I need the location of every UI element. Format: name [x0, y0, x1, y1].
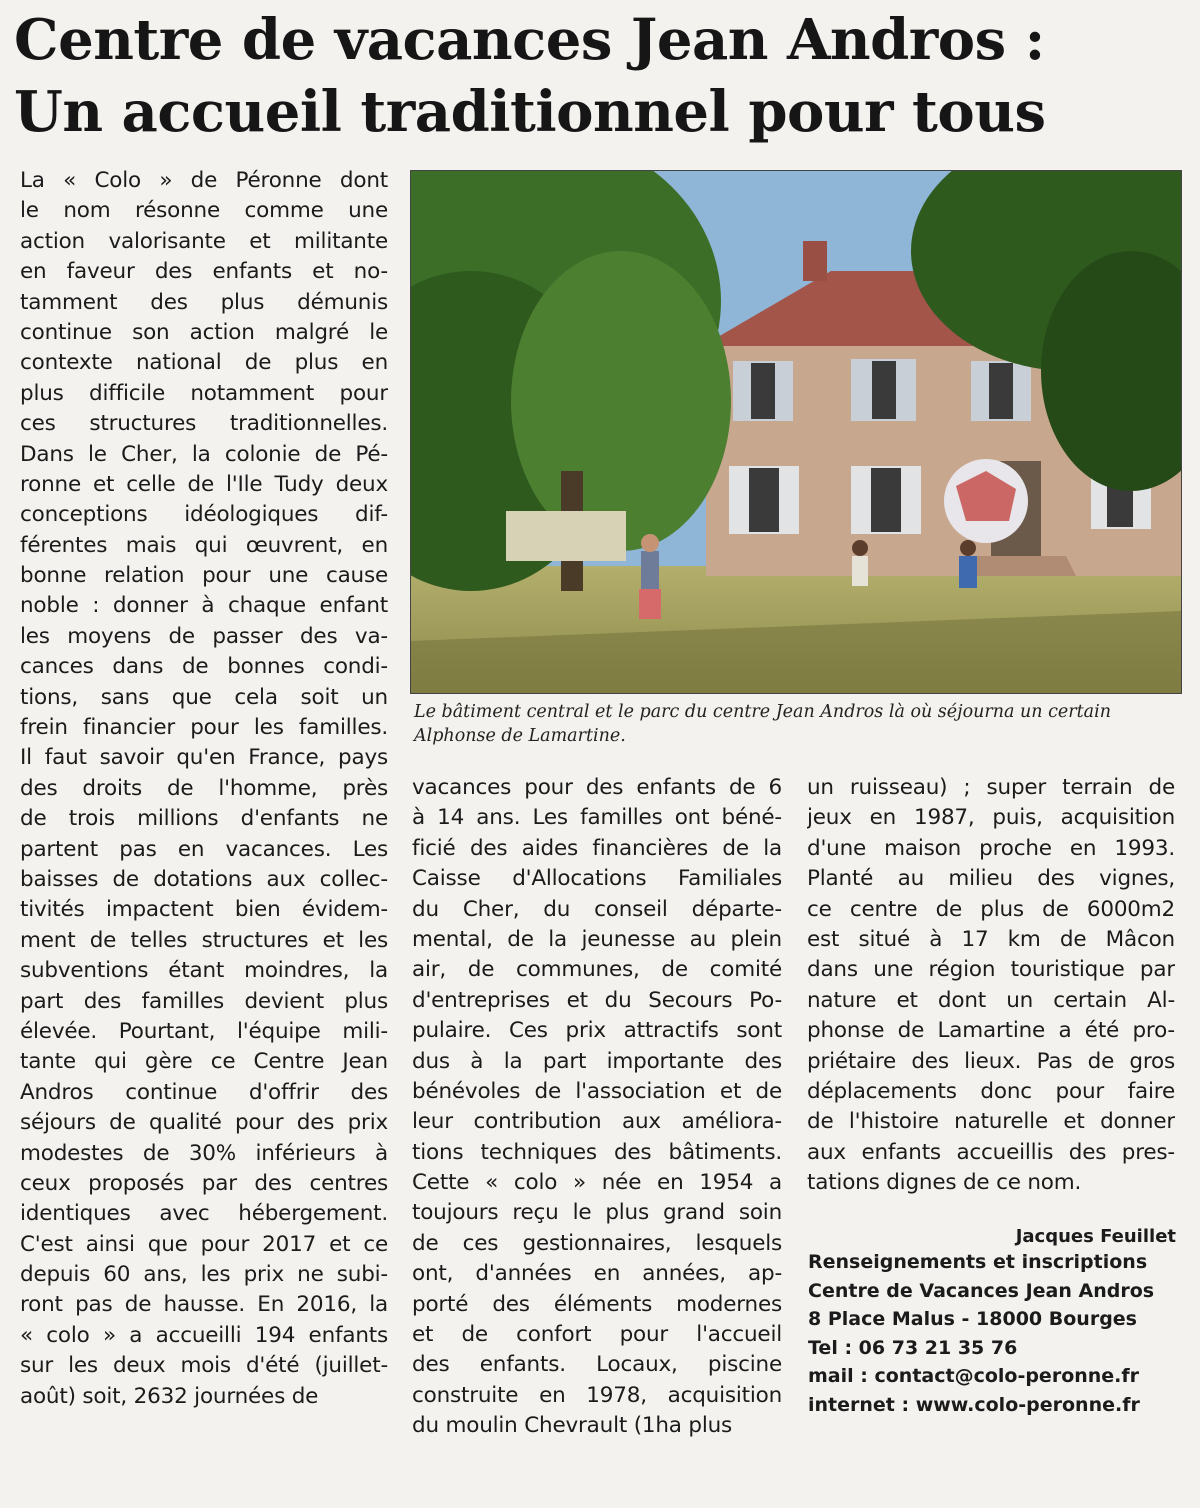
- article-line: de l'histoire naturelle et donner: [807, 1109, 1175, 1135]
- article-line: ceux proposés par des centres: [20, 1170, 388, 1196]
- article-line: construite en 1978, acquisition: [412, 1382, 782, 1408]
- front-steps: [961, 556, 1076, 576]
- distant-building: [506, 511, 626, 561]
- article-line: des enfants. Locaux, piscine: [412, 1352, 782, 1378]
- article-line: dus à la part importante des: [412, 1048, 782, 1074]
- info-address: 8 Place Malus - 18000 Bourges: [808, 1308, 1137, 1330]
- headline-line-1: Centre de vacances Jean Andros :: [14, 7, 1045, 73]
- article-line: Caisse d'Allocations Familiales: [412, 866, 782, 892]
- article-line: ment de telles structures et les: [20, 927, 388, 953]
- article-line: ce centre de plus de 6000m2: [807, 896, 1175, 922]
- article-column-3: [807, 773, 1175, 1198]
- article-line: ont, d'années en années, ap-: [412, 1261, 782, 1287]
- article-photo: [410, 170, 1182, 694]
- info-web: internet : www.colo-peronne.fr: [808, 1393, 1140, 1416]
- article-line: air, de communes, de comité: [412, 957, 782, 983]
- article-line: dans une région touristique par: [807, 957, 1175, 983]
- article-line: aux enfants accueillis des pres-: [807, 1139, 1175, 1165]
- article-line: Planté au milieu des vignes,: [807, 866, 1175, 892]
- article-line: pulaire. Ces prix attractifs sont: [412, 1018, 782, 1044]
- article-line: contexte national de plus en: [20, 350, 388, 376]
- author-byline: Jacques Feuillet: [1015, 1226, 1176, 1247]
- article-line: baisses de dotations aux collec-: [20, 866, 388, 892]
- article-line: plus difficile notamment pour: [20, 380, 388, 406]
- article-line: les moyens de passer des va-: [20, 623, 388, 649]
- article-line: vacances pour des enfants de 6: [412, 775, 782, 800]
- article-line: bonne relation pour une cause: [20, 563, 388, 589]
- article-line: cances dans de bonnes condi-: [20, 654, 388, 680]
- contact-info-block: [808, 1248, 1154, 1419]
- article-line: La « Colo » de Péronne dont: [20, 168, 388, 193]
- article-line: priétaire des lieux. Pas de gros: [807, 1048, 1175, 1074]
- article-line: Andros continue d'offrir des: [20, 1079, 388, 1105]
- article-column-2: [412, 773, 782, 1442]
- article-line: mental, de la jeunesse au plein: [412, 926, 782, 952]
- article-line: frein financier pour les familles.: [20, 715, 388, 741]
- article-line: C'est ainsi que pour 2017 et ce: [20, 1231, 388, 1257]
- photo-illustration: [411, 171, 1181, 693]
- article-line: subventions étant moindres, la: [20, 958, 388, 984]
- article-line: séjours de qualité pour des prix: [20, 1110, 388, 1136]
- article-line: tions techniques des bâtiments.: [412, 1139, 782, 1165]
- article-line: Dans le Cher, la colonie de Pé-: [20, 441, 388, 467]
- article-line: part des familles devient plus: [20, 988, 388, 1014]
- article-line: tante qui gère ce Centre Jean: [20, 1049, 388, 1075]
- article-line: est situé à 17 km de Mâcon: [807, 926, 1175, 952]
- article-line: d'une maison proche en 1993.: [807, 835, 1175, 861]
- article-line: partent pas en vacances. Les: [20, 836, 388, 862]
- article-line: porté des éléments modernes: [412, 1291, 782, 1317]
- article-line: août) soit, 2632 journées de: [20, 1383, 319, 1409]
- article-line: « colo » a accueilli 194 enfants: [20, 1322, 388, 1348]
- article-line: jeux en 1987, puis, acquisition: [807, 805, 1175, 831]
- article-line: depuis 60 ans, les prix ne subi-: [20, 1262, 388, 1288]
- info-mail: mail : contact@colo-peronne.fr: [808, 1365, 1140, 1387]
- article-line: élevée. Pourtant, l'équipe mili-: [20, 1018, 388, 1044]
- article-line: un ruisseau) ; super terrain de: [807, 775, 1175, 800]
- article-line: d'entreprises et du Secours Po-: [412, 987, 782, 1013]
- info-tel: Tel : 06 73 21 35 76: [808, 1336, 1018, 1359]
- article-line: continue son action malgré le: [20, 319, 388, 345]
- article-line: à 14 ans. Les familles ont béné-: [412, 805, 782, 831]
- article-line: Il faut savoir qu'en France, pays: [20, 745, 388, 771]
- photo-caption: Le bâtiment central et le parc du centre Jean Andros là où séjourna un certain Alphonse de Lamartine.: [414, 702, 1111, 746]
- article-line: modestes de 30% inférieurs à: [20, 1140, 388, 1166]
- chimney: [803, 241, 827, 281]
- article-line: noble : donner à chaque enfant: [20, 593, 388, 619]
- article-line: ficié des aides financières de la: [412, 835, 782, 861]
- article-line: phonse de Lamartine a été pro-: [807, 1018, 1175, 1044]
- article-line: du Cher, du conseil départe-: [412, 896, 782, 922]
- article-line: déplacements donc pour faire: [807, 1078, 1175, 1104]
- article-line: nature et dont un certain Al-: [807, 987, 1175, 1013]
- article-line: de ces gestionnaires, lesquels: [412, 1230, 782, 1256]
- article-line: leur contribution aux améliora-: [412, 1109, 782, 1135]
- article-line: et de confort pour l'accueil: [412, 1322, 782, 1348]
- article-line: en faveur des enfants et no-: [20, 259, 388, 285]
- headline-line-2: Un accueil traditionnel pour tous: [14, 79, 1046, 145]
- article-line: ces structures traditionnelles.: [20, 411, 388, 437]
- article-line: tivités impactent bien évidem-: [20, 897, 388, 923]
- article-line: de trois millions d'enfants ne: [20, 806, 388, 832]
- article-line: du moulin Chevrault (1ha plus: [412, 1413, 733, 1439]
- article-line: Cette « colo » née en 1954 a: [412, 1170, 782, 1196]
- article-line: tations dignes de ce nom.: [807, 1170, 1082, 1196]
- article-line: bénévoles de l'association et de: [412, 1078, 782, 1104]
- article-line: férentes mais qui œuvrent, en: [20, 532, 388, 558]
- article-line: identiques avec hébergement.: [20, 1201, 388, 1227]
- article-line: ront pas de hausse. En 2016, la: [20, 1292, 388, 1318]
- article-line: action valorisante et militante: [20, 228, 388, 254]
- info-heading: Renseignements et inscriptions: [808, 1251, 1148, 1273]
- article-line: toujours reçu le plus grand soin: [412, 1200, 782, 1226]
- info-name: Centre de Vacances Jean Andros: [808, 1279, 1155, 1302]
- article-line: tions, sans que cela soit un: [20, 684, 388, 710]
- article-line: sur les deux mois d'été (juillet-: [20, 1353, 388, 1379]
- article-line: tamment des plus démunis: [20, 289, 388, 315]
- article-line: le nom résonne comme une: [20, 198, 388, 224]
- article-line: ronne et celle de l'Ile Tudy deux: [20, 471, 388, 497]
- article-line: conceptions idéologiques dif-: [20, 502, 388, 528]
- article-column-1: [20, 166, 388, 1412]
- article-line: des droits de l'homme, près: [20, 775, 388, 801]
